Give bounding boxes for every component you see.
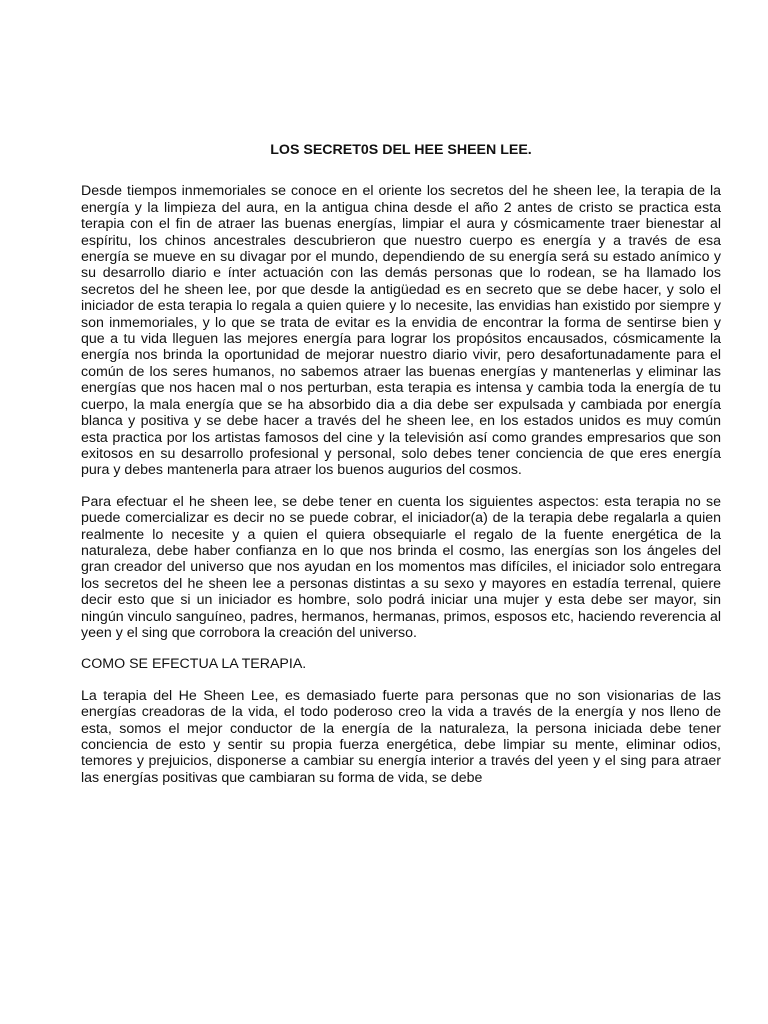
- document-title: LOS SECRET0S DEL HEE SHEEN LEE.: [270, 142, 532, 158]
- document-body: [81, 142, 721, 801]
- paragraph-therapy: La terapia del He Sheen Lee, es demasiado fuerte para personas que no son visionarias de las energías creadoras de la vida, el todo poderoso creo la vida a través de la energía y nos lleno de esta, somos el mejor conductor de la energía de la naturaleza, la persona iniciada debe tener conciencia de esto y sentir su propia fuerza energética, debe limpiar su mente, eliminar odios, temores y prejuicios, disponerse a cambiar su energía interior a través del yeen y el sing para atraer las energías positivas que cambiaran su forma de vida, se debe: [81, 687, 721, 786]
- section-heading-therapy: COMO SE EFECTUA LA TERAPIA.: [81, 656, 307, 673]
- paragraph-aspects: Para efectuar el he sheen lee, se debe tener en cuenta los siguientes aspectos: esta terapia no se puede comercializar es decir no se puede cobrar, el iniciador(a) de la terapia debe regalarla a quien realmente lo necesite y a quien el quiera obsequiarle el regalo de la fuente energética de la naturaleza, debe haber confianza en lo que nos brinda el cosmo, las energías son los ángeles del gran creador del universo que nos ayudan en los momentos mas difíciles, el iniciador solo entregara los secretos del he sheen lee a personas distintas a su sexo y mayores en estadía terrenal, quiere decir esto que si un iniciador es hombre, solo podrá iniciar una mujer y esta debe ser mayor, sin ningún vinculo sanguíneo, padres, hermanos, hermanas, primos, esposos etc, haciendo reverencia al yeen y el sing que corrobora la creación del universo.: [81, 493, 721, 641]
- paragraph-intro: Desde tiempos inmemoriales se conoce en el oriente los secretos del he sheen lee, la terapia de la energía y la limpieza del aura, en la antigua china desde el año 2 antes de cristo se practica esta terapia con el fin de atraer las buenas energías, limpiar el aura y cósmicamente traer bienestar al espíritu, los chinos ancestrales descubrieron que nuestro cuerpo es energía y a través de esa energía se mueve en su divagar por el mundo, dependiendo de su energía será su estado anímico y su desarrollo diario e ínter actuación con las demás personas que lo rodean, se ha llamado los secretos del he sheen lee, por que desde la antigüedad es en secreto que se debe hacer, y solo el iniciador de esta terapia lo regala a quien quiere y lo necesite, las envidias han existido por siempre y son inmemoriales, y lo que se trata de evitar es la envidia de encontrar la forma de sentirse bien y que a tu vida lleguen las mejores energía para lograr los propósitos encausados, cósmicamente la energía nos brinda la oportunidad de mejorar nuestro diario vivir, pero desafortunadamente para el común de los seres humanos, no sabemos atraer las buenas energías y mantenerlas y eliminar las energías que nos hacen mal o nos perturban, esta terapia es intensa y cambia toda la energía de tu cuerpo, la mala energía que se ha absorbido dia a dia debe ser expulsada y cambiada por energía blanca y positiva y se debe hacer a través del he sheen lee, en los estados unidos es muy común esta practica por los artistas famosos del cine y la televisión así como grandes empresarios que son exitosos en su desarrollo profesional y personal, solo debes tener conciencia de que eres energía pura y debes mantenerla para atraer los buenos augurios del cosmos.: [81, 183, 721, 479]
